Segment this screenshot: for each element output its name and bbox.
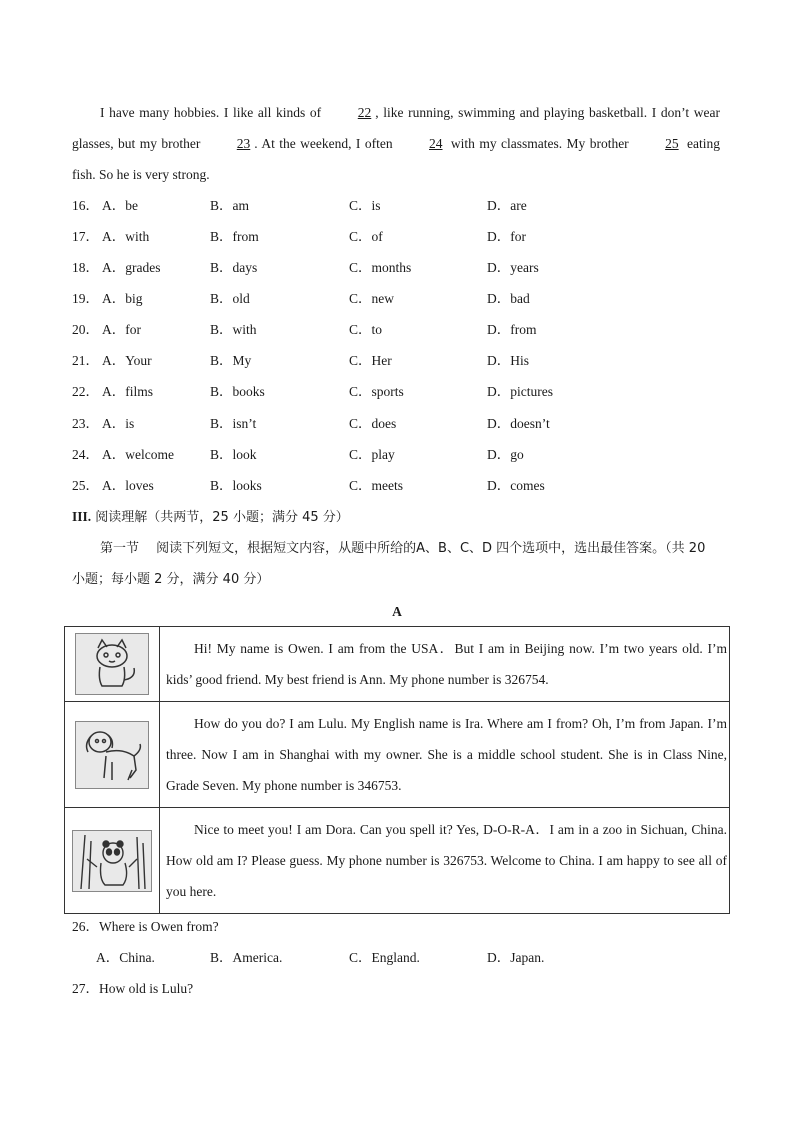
option-b[interactable]: B．look <box>210 447 257 462</box>
option-c[interactable]: C．meets <box>349 478 403 493</box>
option-b[interactable]: B．with <box>210 322 257 337</box>
card-image-cell <box>65 808 160 914</box>
card-image-cell <box>65 627 160 702</box>
option-b[interactable]: B．isn’t <box>210 416 257 431</box>
card-row <box>65 702 730 808</box>
option-b[interactable]: B．looks <box>210 478 262 493</box>
option-d[interactable]: D．are <box>487 198 527 213</box>
option-c[interactable]: C．play <box>349 447 395 462</box>
question-row <box>72 376 720 407</box>
option-c[interactable]: C．months <box>349 260 412 275</box>
option-b[interactable]: B．from <box>210 229 259 244</box>
option-b[interactable]: B．days <box>210 260 258 275</box>
option-a[interactable]: A．films <box>102 384 154 399</box>
option-a[interactable]: A．big <box>102 291 143 306</box>
question-27-stem: 27．How old is Lulu? <box>72 981 194 996</box>
option-a[interactable]: A．loves <box>102 478 154 493</box>
option-d[interactable]: D．from <box>487 322 537 337</box>
option-c[interactable]: C．does <box>349 416 397 431</box>
question-number: 23． <box>72 416 99 431</box>
option-c[interactable]: C．sports <box>349 384 404 399</box>
option-c[interactable]: C．Her <box>349 353 392 368</box>
option-c[interactable]: C．new <box>349 291 394 306</box>
blank-23: 23 <box>236 136 251 151</box>
option-a[interactable]: A．China. <box>96 950 155 965</box>
card-image-cell <box>65 702 160 808</box>
card-row <box>65 808 730 914</box>
option-b[interactable]: B．old <box>210 291 250 306</box>
question-number: 16． <box>72 198 99 213</box>
option-d[interactable]: D．years <box>487 260 539 275</box>
question-number: 18． <box>72 260 99 275</box>
question-number: 19． <box>72 291 99 306</box>
option-b[interactable]: B．America. <box>210 950 283 965</box>
passage-label: A <box>392 604 402 619</box>
option-d[interactable]: D．bad <box>487 291 530 306</box>
card-text-dora: Nice to meet you! I am Dora. Can you spell it? Yes, D-O-R-A．I am in a zoo in Sichuan, China. How old am I? Please guess. My phone number is 326753. Welcome to China. I am happy to see all of you here. <box>160 808 730 914</box>
question-number: 21． <box>72 353 99 368</box>
question-row <box>72 408 720 439</box>
blank-24: 24 <box>429 136 443 151</box>
question-number: 22． <box>72 384 99 399</box>
question-row <box>72 470 720 501</box>
option-a[interactable]: A．welcome <box>102 447 174 462</box>
card-text-owen: Hi! My name is Owen. I am from the USA．But I am in Beijing now. I’m two years old. I’m kids’ good friend. My best friend is Ann. My phone number is 326754. <box>160 627 730 702</box>
option-d[interactable]: D．for <box>487 229 526 244</box>
pet-cards-table <box>64 626 730 914</box>
question-row <box>72 221 720 252</box>
option-c[interactable]: C．is <box>349 198 381 213</box>
option-b[interactable]: B．books <box>210 384 265 399</box>
passage-text: I have many hobbies. I like all kinds of <box>100 105 322 120</box>
question-26-stem: 26．Where is Owen from? <box>72 919 219 934</box>
option-b[interactable]: B．My <box>210 353 252 368</box>
question-row <box>72 283 720 314</box>
passage-text: , like running, swimming and playing basketball. I don’t wear glasses, but my brother <box>72 105 721 151</box>
question-row <box>72 345 720 376</box>
option-c[interactable]: C．of <box>349 229 383 244</box>
passage-text: . At the weekend, I often <box>254 136 393 151</box>
question-row <box>72 252 720 283</box>
card-row <box>65 627 730 702</box>
option-b[interactable]: B．am <box>210 198 249 213</box>
question-number: 20． <box>72 322 99 337</box>
option-a[interactable]: A．for <box>102 322 141 337</box>
section-number: III. <box>72 509 92 524</box>
passage-text: eating fish. So he is very strong. <box>72 136 721 182</box>
blank-25: 25 <box>665 136 679 151</box>
option-d[interactable]: D．doesn’t <box>487 416 550 431</box>
question-number: 25． <box>72 478 99 493</box>
question-number: 17． <box>72 229 99 244</box>
option-d[interactable]: D．pictures <box>487 384 553 399</box>
section-heading <box>72 501 720 533</box>
question-number: 24． <box>72 447 99 462</box>
card-text-lulu: How do you do? I am Lulu. My English name is Ira. Where am I from? Oh, I’m from Japan. I’m three. Now I am in Shanghai with my owner. She is a middle school student. She is in Class Nine, Grade Seven. My phone number is 346753. <box>160 702 730 808</box>
blank-22: 22 <box>357 105 372 120</box>
option-d[interactable]: D．Japan. <box>487 950 545 965</box>
option-a[interactable]: A．with <box>102 229 150 244</box>
option-a[interactable]: A．be <box>102 198 138 213</box>
panda-drawing-icon <box>72 830 152 892</box>
cloze-passage <box>72 97 720 190</box>
option-d[interactable]: D．go <box>487 447 524 462</box>
option-a[interactable]: A．Your <box>102 353 152 368</box>
section-instruction: 第一节 阅读下列短文，根据短文内容，从题中所给的A、B、C、D 四个选项中，选出最佳答案。（共 20 小题；每小题 2 分，满分 40 分） <box>72 541 706 587</box>
option-c[interactable]: C．England. <box>349 950 420 965</box>
option-d[interactable]: D．comes <box>487 478 545 493</box>
question-26-options <box>72 942 720 973</box>
option-d[interactable]: D．His <box>487 353 530 368</box>
cat-drawing-icon <box>75 633 149 695</box>
option-a[interactable]: A．is <box>102 416 135 431</box>
dog-drawing-icon <box>75 721 149 789</box>
option-c[interactable]: C．to <box>349 322 383 337</box>
section-title: 阅读理解（共两节，25 小题；满分 45 分） <box>95 510 349 525</box>
option-a[interactable]: A．grades <box>102 260 161 275</box>
question-row <box>72 190 720 221</box>
question-row <box>72 314 720 345</box>
passage-text: with my classmates. My brother <box>450 136 629 151</box>
question-row <box>72 439 720 470</box>
